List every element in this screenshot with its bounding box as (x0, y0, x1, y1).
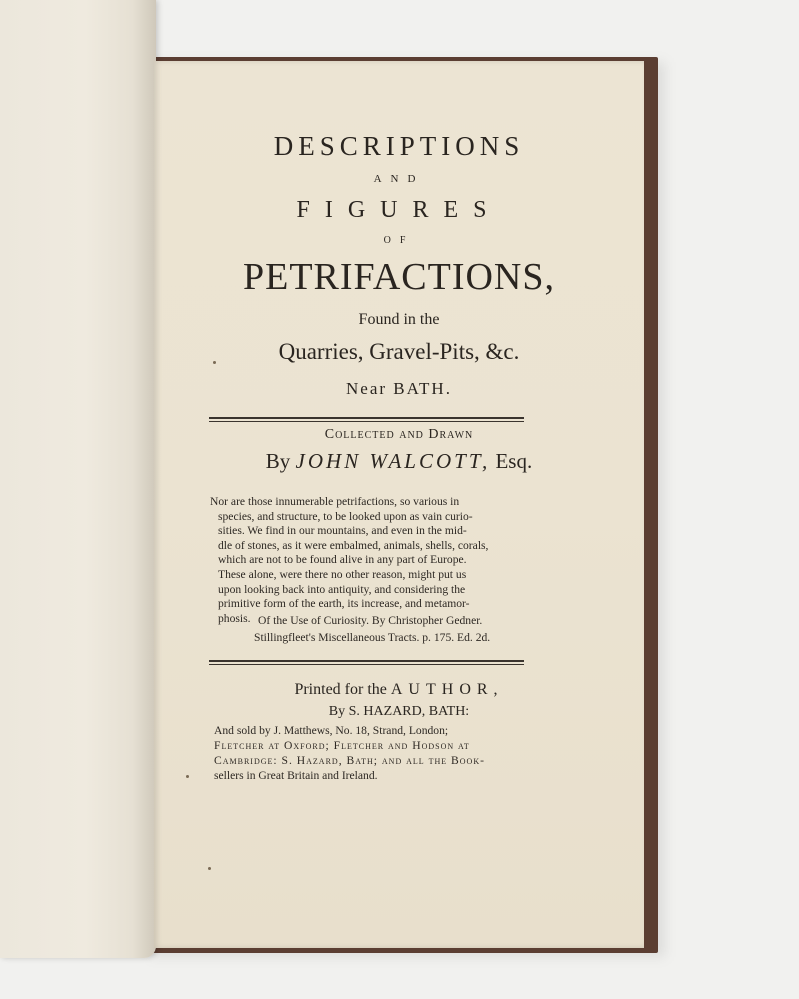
printer-line: By S. HAZARD, BATH: (328, 704, 470, 719)
title-figures: FIGURES (296, 197, 502, 223)
subtitle-quarries: Quarries, Gravel-Pits, &c. (278, 339, 520, 364)
imprint-block (214, 723, 530, 783)
foxing-spot (186, 775, 189, 778)
quote-line: These alone, were there no other reason, might put us (218, 567, 467, 581)
quote-line: primitive form of the earth, its increase, and metamor- (218, 597, 470, 611)
imprint-line: And sold by J. Matthews, No. 18, Strand, London; (214, 724, 449, 737)
title-of: OF (383, 235, 415, 246)
quote-line: sities. We find in our mountains, and even in the mid- (218, 524, 467, 538)
title-petrifactions: PETRIFACTIONS, (242, 256, 556, 298)
quote-line: upon looking back into antiquity, and considering the (218, 582, 466, 596)
title-page (154, 61, 644, 948)
quote-line: species, and structure, to be looked upon as vain curio- (218, 509, 473, 523)
imprint-line: Cambridge: S. Hazard, Bath; and all the Book- (214, 754, 485, 767)
collected-and-drawn: Collected and Drawn (324, 427, 474, 442)
double-rule-top (209, 417, 524, 422)
double-rule-bottom (209, 660, 524, 665)
quote-line: phosis. (218, 611, 251, 625)
quote-line: dle of stones, as it were embalmed, animals, shells, corals, (218, 538, 489, 552)
printed-for-line: Printed for the AUTHOR, (294, 681, 504, 698)
foxing-spot (208, 867, 211, 870)
title-descriptions: DESCRIPTIONS (273, 131, 525, 161)
imprint-line: sellers in Great Britain and Ireland. (214, 769, 378, 782)
foxing-spot (213, 361, 216, 364)
imprint-line: Fletcher at Oxford; Fletcher and Hodson at (214, 739, 470, 752)
subtitle-near-bath: Near BATH. (346, 379, 452, 398)
epigraph-quote (210, 495, 526, 626)
author-name: JOHN WALCOTT, (295, 449, 491, 473)
quote-line: Nor are those innumerable petrifactions, so various in (210, 495, 460, 508)
left-page (0, 0, 156, 958)
citation-line-2: Stillingfleet's Miscellaneous Tracts. p. 175. Ed. 2d. (254, 631, 491, 644)
citation-line-1: Of the Use of Curiosity. By Christopher Gedner. (258, 614, 483, 627)
quote-line: which are not to be found alive in any part of Europe. (218, 553, 467, 567)
title-and: AND (373, 173, 425, 185)
author-line: By JOHN WALCOTT, Esq. (265, 449, 533, 473)
subtitle-found-in: Found in the (358, 311, 440, 328)
